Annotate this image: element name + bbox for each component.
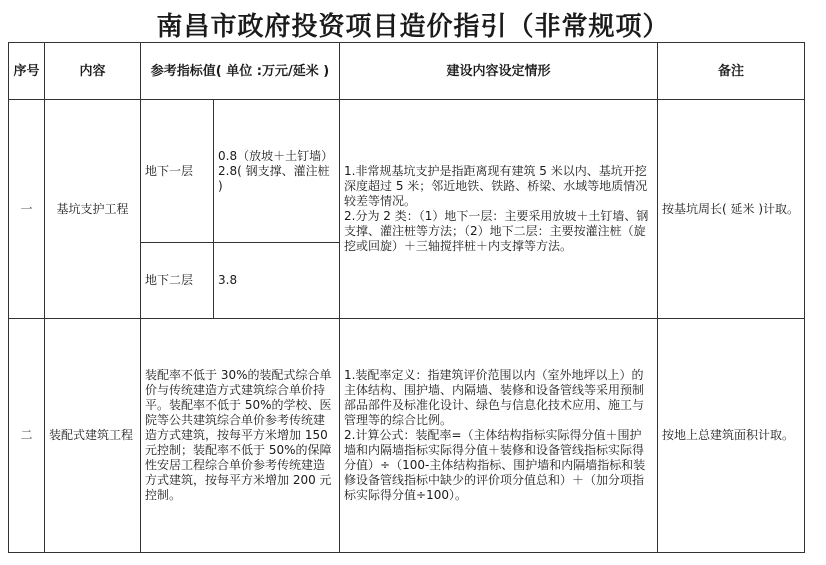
row1-scenario bbox=[340, 100, 658, 319]
price-guide-table bbox=[8, 42, 805, 553]
row2-content: 装配式建筑工程 bbox=[45, 319, 141, 553]
header-content: 内容 bbox=[45, 43, 141, 100]
row2-seq: 二 bbox=[9, 319, 45, 553]
row1-sub1-value: 0.8（放坡＋土钉墙） 2.8( 钢支撑、灌注桩 ) bbox=[214, 100, 340, 243]
row1-sub2-name: 地下二层 bbox=[141, 243, 214, 319]
row2-scenario-text: 1.装配率定义：指建筑评价范围以内（室外地坪以上）的主体结构、围护墙、内隔墙、装修和设备管线等采用预制部品部件及标准化设计、绿色与信息化技术应用、施工与管理等的综合比例。 2.计算公式：装配率=（主体结构指标实际得分值＋围护墙和内隔墙指标实际得分值＋装修和设备管线指标实际得分值）÷（100-主体结构指标、围护墙和内隔墙指标和装修设备管线指标中缺少的评价项分值总和）＋（加分项指标实际得分值÷100）。 bbox=[344, 368, 646, 502]
table-row bbox=[9, 100, 805, 243]
table-row bbox=[9, 319, 805, 553]
header-reference: 参考指标值( 单位 :万元/延米 ) bbox=[141, 43, 340, 100]
row1-seq: 一 bbox=[9, 100, 45, 319]
row1-note: 按基坑周长( 延米 )计取。 bbox=[658, 100, 805, 319]
header-scenario: 建设内容设定情形 bbox=[340, 43, 658, 100]
row1-content: 基坑支护工程 bbox=[45, 100, 141, 319]
row2-scenario bbox=[340, 319, 658, 553]
table-header-row bbox=[9, 43, 805, 100]
row1-sub2-value: 3.8 bbox=[214, 243, 340, 319]
row2-note: 按地上总建筑面积计取。 bbox=[658, 319, 805, 553]
header-seq: 序号 bbox=[9, 43, 45, 100]
row1-scenario-text: 1.非常规基坑支护是指距离现有建筑 5 米以内、基坑开挖深度超过 5 米；邻近地铁、铁路、桥梁、水域等地质情况较差等情况。 2.分为 2 类：（1）地下一层：主要采用放坡＋土钉墙、钢支撑、灌注桩等方法；（2）地下二层：主要按灌注桩（旋挖或回旋）＋三轴搅拌桩＋内支撑等方法。 bbox=[344, 164, 649, 253]
row2-value: 装配率不低于 30%的装配式综合单价与传统建造方式建筑综合单价持平。装配率不低于 50%的学校、医院等公共建筑综合单价参考传统建造方式建筑，按每平方米增加 150 元控制；装配率不低于 50%的保障性安居工程综合单价参考传统建造方式建筑，按每平方米增加 200 元控制。 bbox=[141, 319, 340, 553]
header-note: 备注 bbox=[658, 43, 805, 100]
page-title: 南昌市政府投资项目造价指引（非常规项） bbox=[156, 12, 670, 42]
row1-sub1-name: 地下一层 bbox=[141, 100, 214, 243]
